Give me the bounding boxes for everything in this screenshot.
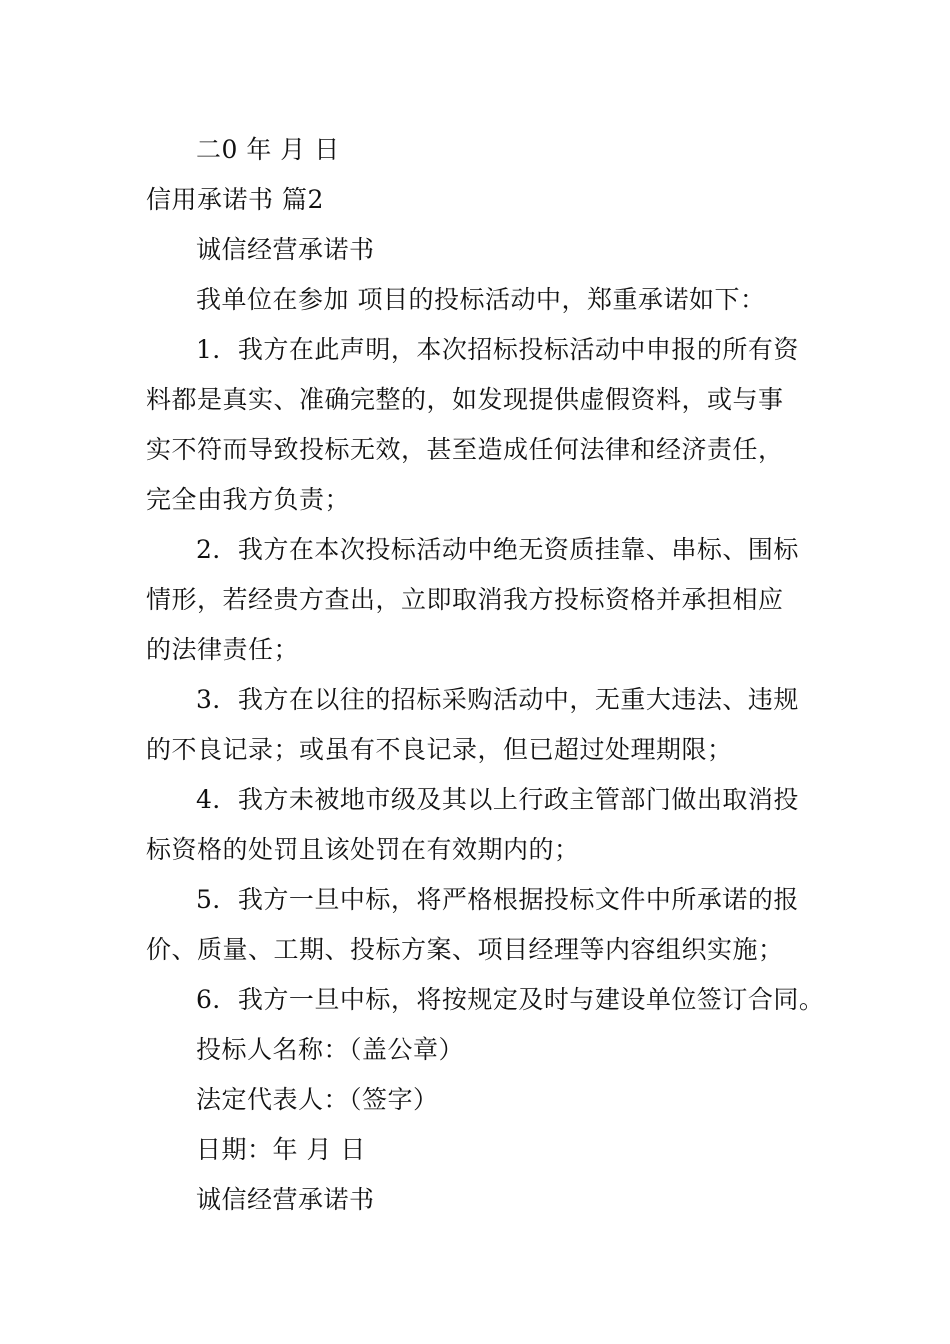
- signature-date-line: 日期：年 月 日: [196, 1135, 366, 1164]
- next-document-title: 诚信经营承诺书: [196, 1185, 375, 1214]
- clause-3-line-1: 3．我方在以往的招标采购活动中，无重大违法、违规: [196, 685, 799, 714]
- legal-representative-line: 法定代表人：（签字）: [196, 1085, 439, 1114]
- clause-5-line-2: 价、质量、工期、投标方案、项目经理等内容组织实施；: [146, 935, 784, 964]
- clause-5-line-1: 5．我方一旦中标，将严格根据投标文件中所承诺的报: [196, 885, 799, 914]
- clause-2-line-1: 2．我方在本次投标活动中绝无资质挂靠、串标、围标: [196, 535, 799, 564]
- clause-2-line-3: 的法律责任；: [146, 635, 300, 664]
- clause-1-line-3: 实不符而导致投标无效，甚至造成任何法律和经济责任，: [146, 435, 784, 464]
- clause-4-line-1: 4．我方未被地市级及其以上行政主管部门做出取消投: [196, 785, 799, 814]
- clause-4-line-2: 标资格的处罚且该处罚在有效期内的；: [146, 835, 580, 864]
- section-heading: 信用承诺书 篇2: [146, 185, 324, 214]
- clause-6-line-1: 6．我方一旦中标，将按规定及时与建设单位签订合同。: [196, 985, 825, 1014]
- bidder-name-line: 投标人名称：（盖公章）: [196, 1035, 465, 1064]
- clause-1-line-4: 完全由我方负责；: [146, 485, 351, 514]
- clause-1-line-2: 料都是真实、准确完整的，如发现提供虚假资料，或与事: [146, 385, 784, 414]
- date-line: 二0 年 月 日: [196, 135, 340, 164]
- intro-paragraph: 我单位在参加 项目的投标活动中，郑重承诺如下：: [196, 285, 766, 314]
- clause-1-line-1: 1．我方在此声明，本次招标投标活动中申报的所有资: [196, 335, 799, 364]
- clause-3-line-2: 的不良记录；或虽有不良记录，但已超过处理期限；: [146, 735, 733, 764]
- clause-2-line-2: 情形，若经贵方查出，立即取消我方投标资格并承担相应: [146, 585, 784, 614]
- document-title: 诚信经营承诺书: [196, 235, 375, 264]
